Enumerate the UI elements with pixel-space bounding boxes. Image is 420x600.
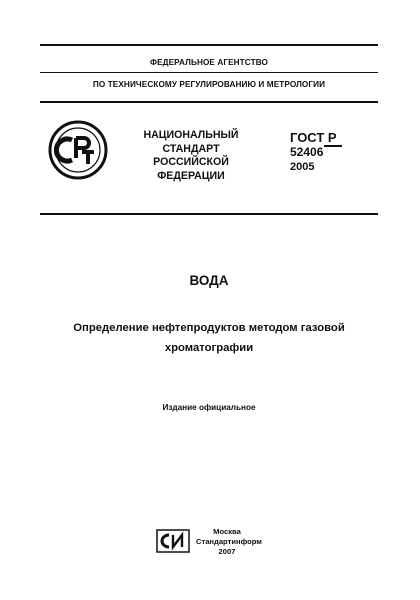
standartinform-logo-icon — [156, 529, 190, 553]
national-line: СТАНДАРТ — [162, 142, 220, 155]
national-line: НАЦИОНАЛЬНЫЙ — [143, 129, 239, 141]
publisher-block — [196, 527, 262, 557]
subtitle-line-2: хроматографии — [164, 342, 254, 354]
publisher-year: 2007 — [218, 547, 236, 556]
gost-dash — [324, 145, 342, 147]
document-title: ВОДА — [189, 273, 229, 288]
publisher-city: Москва — [213, 527, 241, 536]
subtitle-line-1: Определение нефтепродуктов методом газовой — [73, 322, 345, 334]
gost-year: 2005 — [290, 161, 315, 173]
header-bottom-rule — [40, 101, 378, 103]
gost-r-emblem-icon — [48, 120, 108, 180]
top-rule — [40, 44, 378, 46]
gost-label: ГОСТ Р — [290, 130, 337, 145]
edition-label: Издание официальное — [162, 403, 256, 412]
document-subtitle — [40, 318, 378, 358]
national-standard-label — [132, 129, 250, 183]
gost-number: 52406 — [290, 145, 324, 159]
agency-line-1: ФЕДЕРАЛЬНОЕ АГЕНТСТВО — [150, 58, 268, 67]
national-line: РОССИЙСКОЙ — [153, 156, 229, 168]
gost-designation — [290, 130, 342, 174]
national-line: ФЕДЕРАЦИИ — [157, 169, 225, 182]
standard-bottom-rule — [40, 213, 378, 215]
publisher-name: Стандартинформ — [196, 537, 262, 546]
header-divider — [40, 72, 378, 73]
agency-line-2: ПО ТЕХНИЧЕСКОМУ РЕГУЛИРОВАНИЮ И МЕТРОЛОГИИ — [92, 80, 326, 89]
